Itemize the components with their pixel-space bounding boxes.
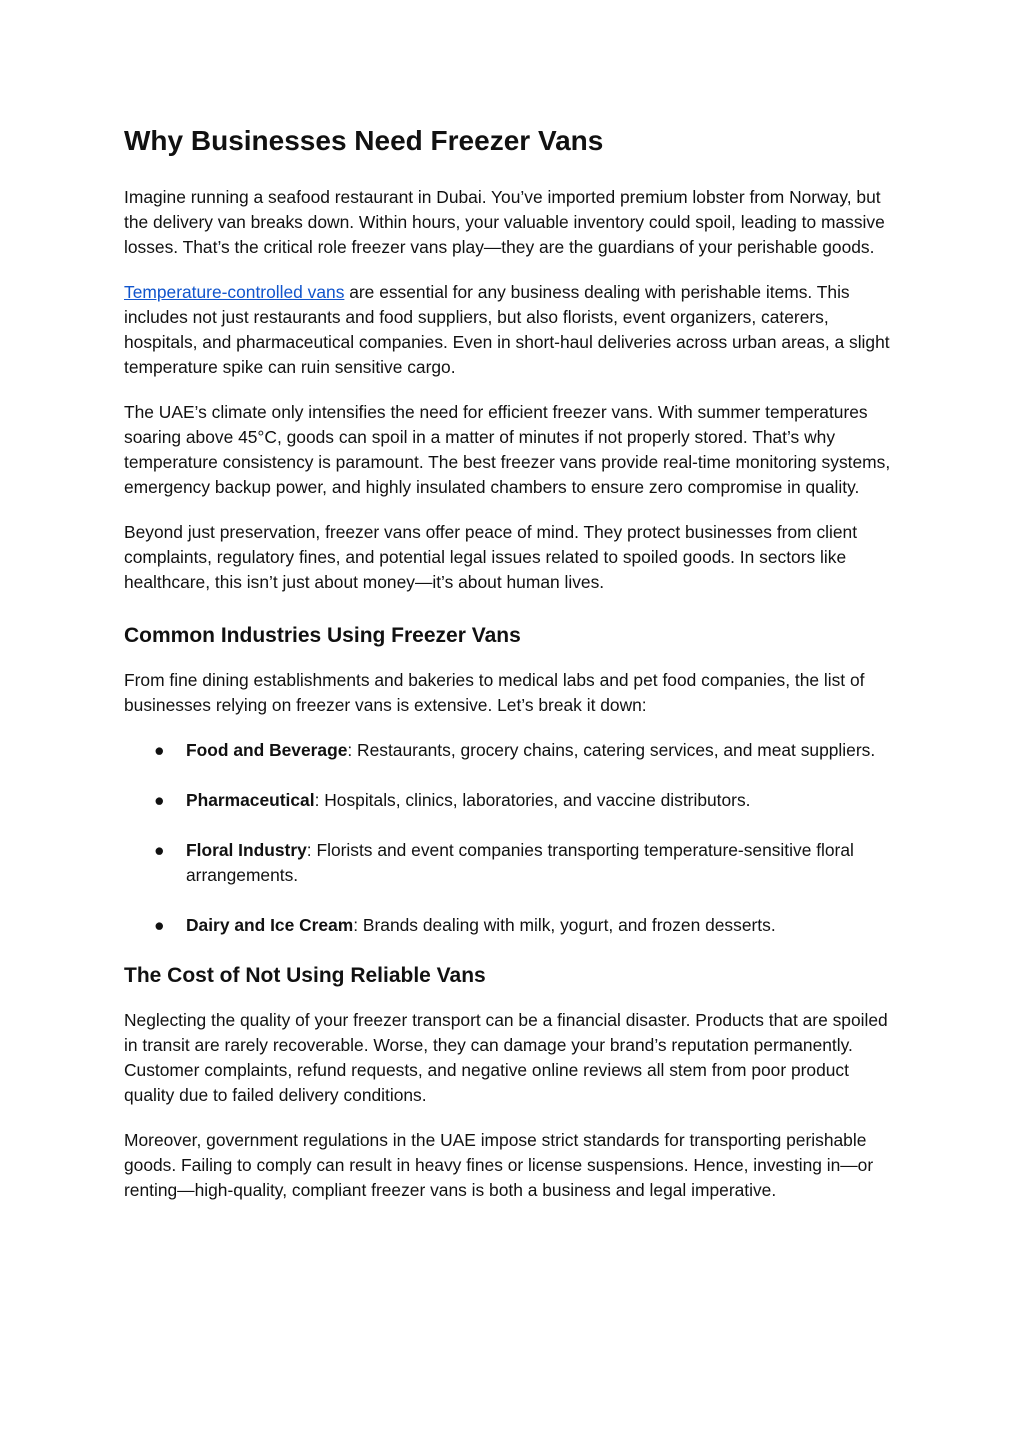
industries-list: [124, 738, 904, 938]
bullet-icon: ●: [154, 740, 165, 760]
intro-paragraph-3: The UAE’s climate only intensifies the need for efficient freezer vans. With summer temperatures soaring above 45°C, goods can spoil in a matter of minutes if not properly stored. That’s why temperature consistency is paramount. The best freezer vans provide real-time monitoring systems, emergency backup power, and highly insulated chambers to ensure zero compromise in quality.: [124, 402, 891, 497]
intro-paragraph-4: Beyond just preservation, freezer vans offer peace of mind. They protect businesses from client complaints, regulatory fines, and potential legal issues related to spoiled goods. In sectors like healthcare, this isn’t just about money—it’s about human lives.: [124, 522, 858, 592]
intro-paragraph-1: Imagine running a seafood restaurant in Dubai. You’ve imported premium lobster from Norway, but the delivery van breaks down. Within hours, your valuable inventory could spoil, leading to massive losses. That’s the critical role freezer vans play—they are the guardians of your perishable goods.: [124, 187, 885, 257]
list-item-desc: : Hospitals, clinics, laboratories, and vaccine distributors.: [314, 790, 751, 810]
list-item-term: Dairy and Ice Cream: [186, 915, 354, 935]
page-title: Why Businesses Need Freezer Vans: [124, 125, 604, 156]
industries-heading: Common Industries Using Freezer Vans: [124, 624, 521, 647]
list-item: [124, 788, 904, 813]
cost-paragraph-1: Neglecting the quality of your freezer transport can be a financial disaster. Products that are spoiled in transit are rarely recoverable. Worse, they can damage your brand’s reputation permanently. Customer complaints, refund requests, and negative online reviews all stem from poor product quality due to failed delivery conditions.: [124, 1010, 888, 1105]
bullet-icon: ●: [154, 840, 165, 860]
bullet-icon: ●: [154, 915, 165, 935]
list-item-term: Food and Beverage: [186, 740, 348, 760]
cost-paragraph-2: Moreover, government regulations in the UAE impose strict standards for transporting perishable goods. Failing to comply can result in heavy fines or license suspensions. Hence, investing in—or renting—high-quality, compliant freezer vans is both a business and legal imperative.: [124, 1130, 874, 1200]
list-item: [124, 913, 904, 938]
intro-paragraph-2-text: are essential for any business dealing with perishable items. This includes not just restaurants and food suppliers, but also florists, event organizers, caterers, hospitals, and pharmaceutical companies. Even in short-haul deliveries across urban areas, a slight temperature spike can ruin sensitive cargo.: [124, 282, 890, 377]
intro-paragraph-2: [124, 280, 904, 380]
list-item-term: Floral Industry: [186, 840, 307, 860]
list-item: [124, 738, 904, 763]
list-item-desc: : Restaurants, grocery chains, catering services, and meat suppliers.: [347, 740, 876, 760]
bullet-icon: ●: [154, 790, 165, 810]
document-page: [124, 124, 904, 1223]
list-item-desc: : Florists and event companies transporting temperature-sensitive floral arrangements.: [186, 840, 854, 885]
cost-heading: The Cost of Not Using Reliable Vans: [124, 964, 486, 987]
list-item-term: Pharmaceutical: [186, 790, 315, 810]
list-item-desc: : Brands dealing with milk, yogurt, and frozen desserts.: [353, 915, 776, 935]
industries-intro: From fine dining establishments and bakeries to medical labs and pet food companies, the list of businesses relying on freezer vans is extensive. Let’s break it down:: [124, 670, 865, 715]
list-item: [124, 838, 904, 888]
temperature-controlled-vans-link[interactable]: Temperature-controlled vans: [124, 282, 345, 302]
